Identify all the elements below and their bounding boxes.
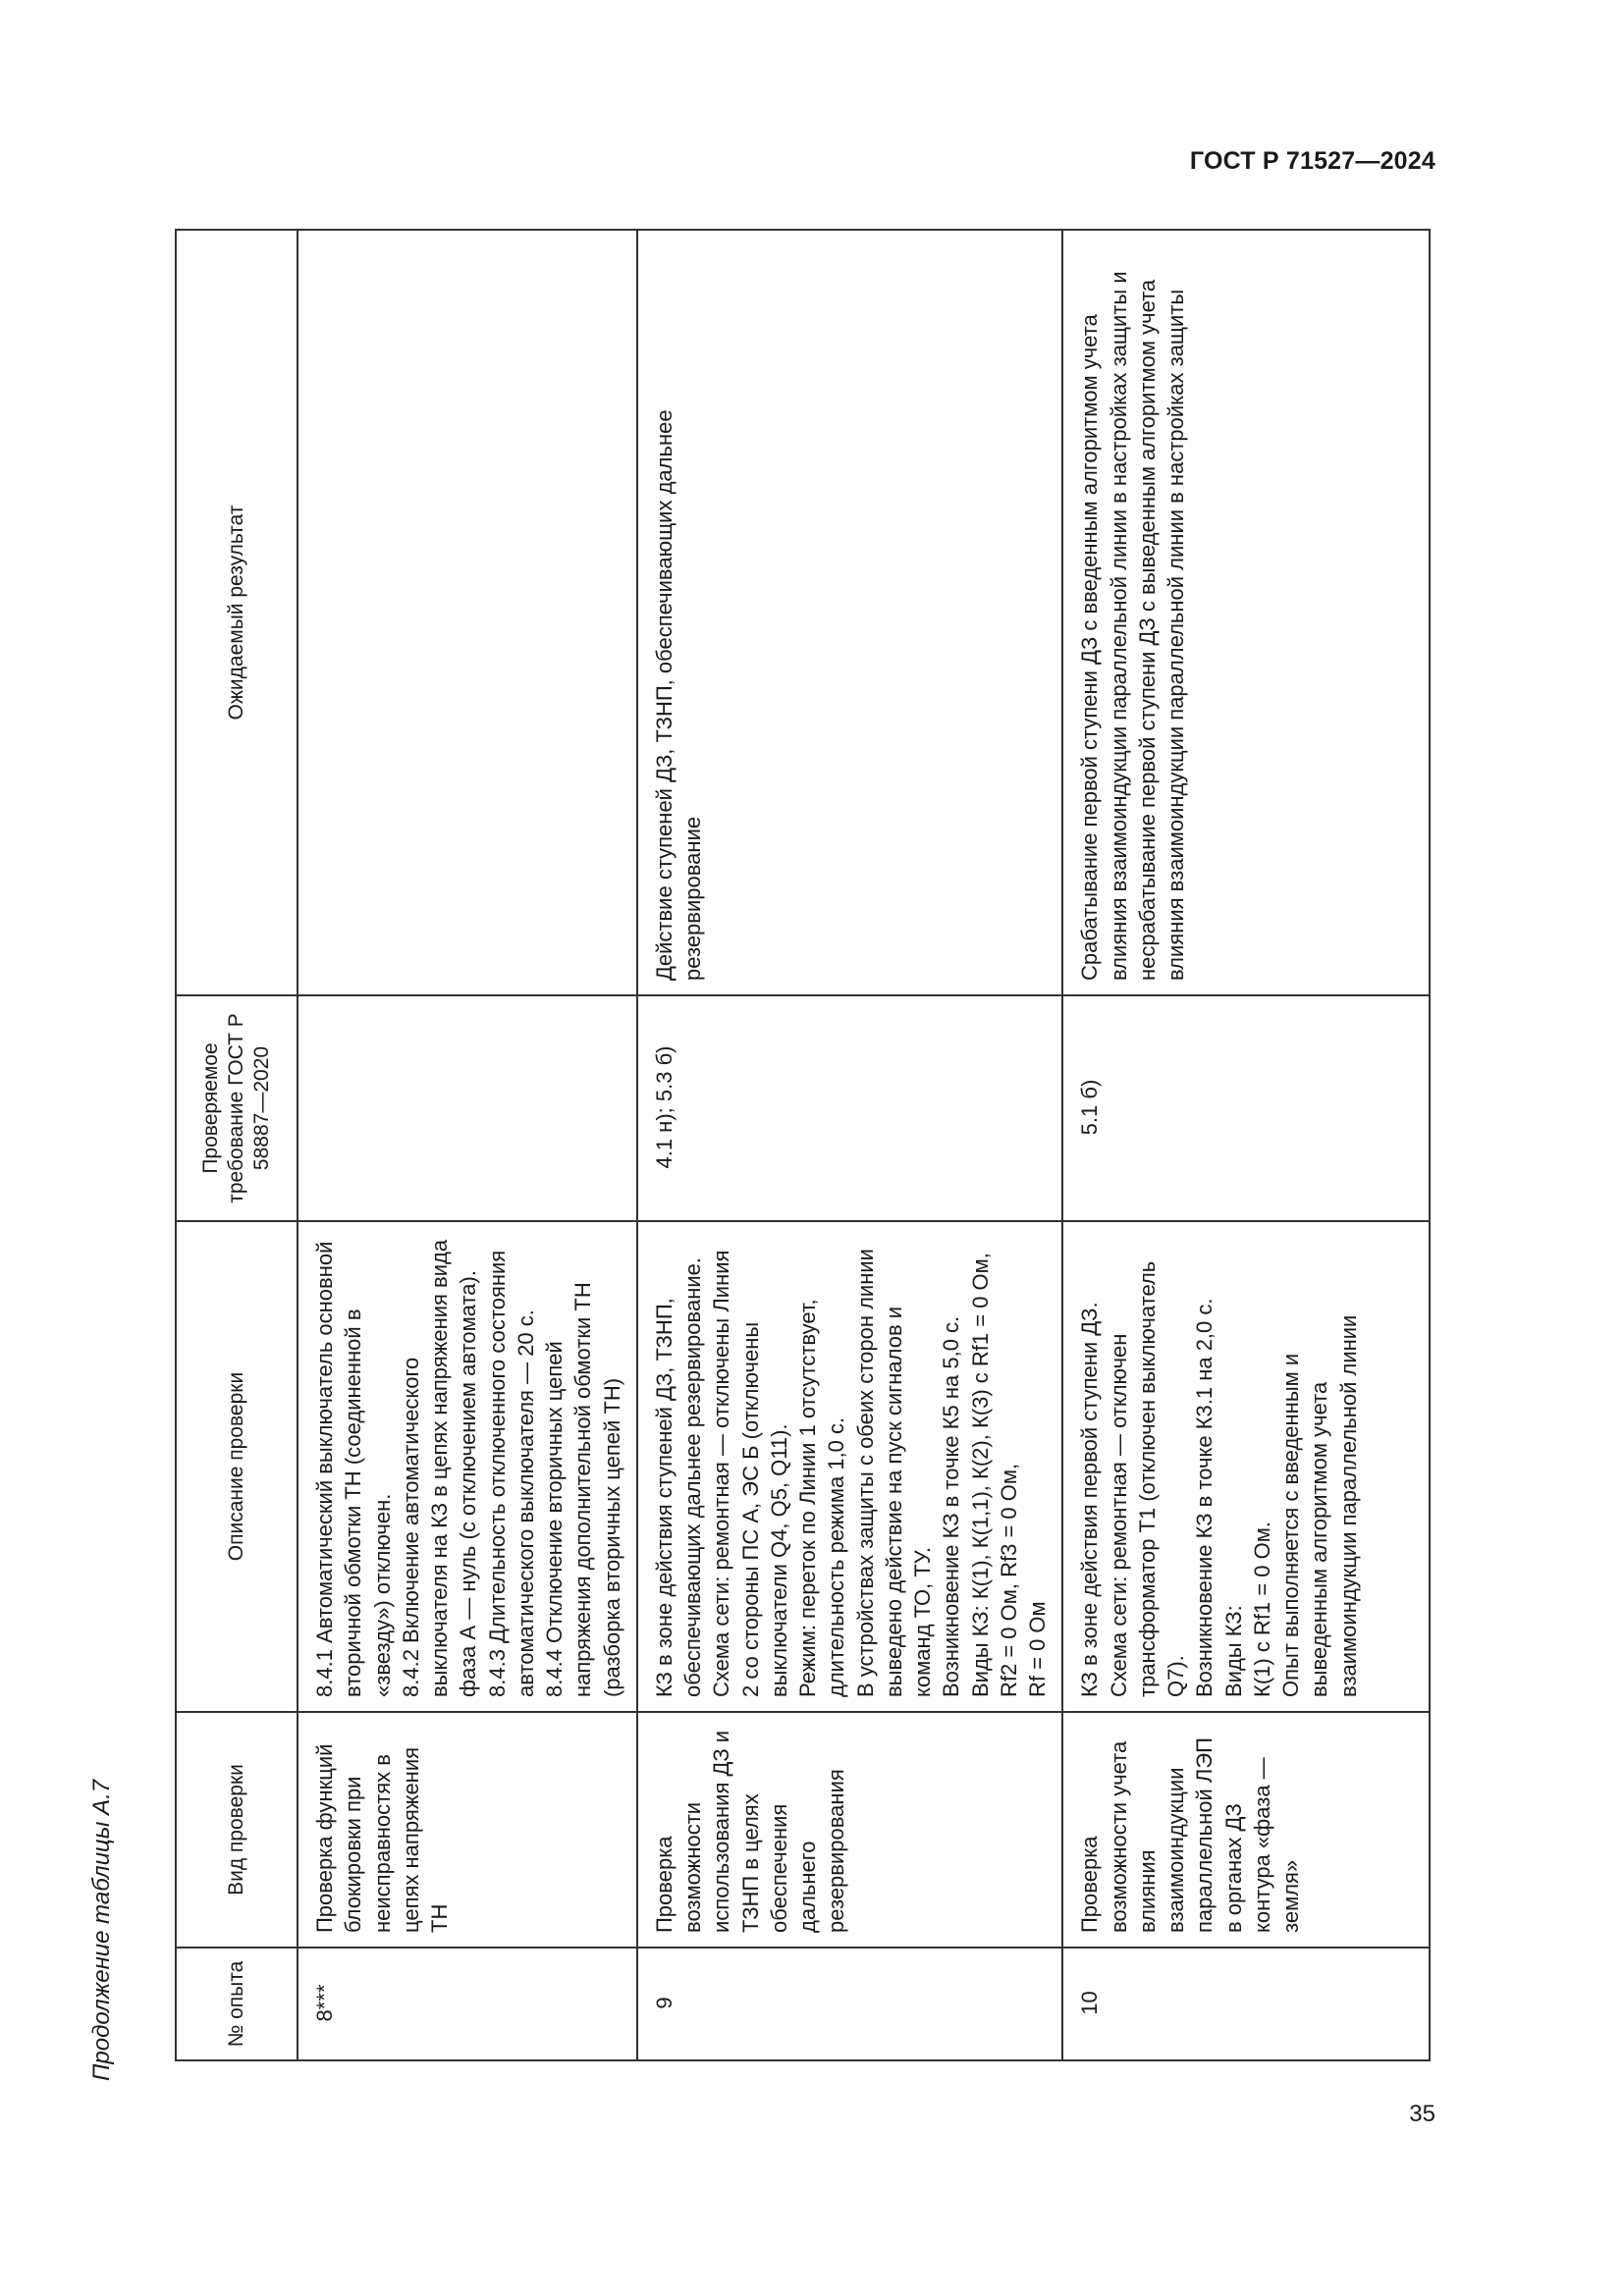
table-caption: Продолжение таблицы А.7 bbox=[88, 1779, 115, 2081]
col-header-description: Описание проверки bbox=[176, 1221, 298, 1712]
table-row bbox=[298, 230, 637, 2060]
row-10-desc-line: Схема сети: ремонтная — отключен трансформатор Т1 (отключен выключатель Q7). bbox=[1106, 1260, 1188, 1697]
row-10-desc-line: К(1) с Rf1 = 0 Ом. bbox=[1249, 1522, 1274, 1697]
row-10-kind: Проверка возможности учета влияния взаимоиндукции параллельной ЛЭП в органах ДЗ контура «фаза — земля» bbox=[1062, 1712, 1430, 1948]
row-9-faults-label: Виды КЗ: bbox=[967, 1605, 993, 1697]
col-header-kind: Вид проверки bbox=[176, 1712, 298, 1948]
row-9-description bbox=[637, 1221, 1063, 1712]
row-9-kind: Проверка возможности использования ДЗ и ТЗНП в целях обеспечения дальнего резервирования bbox=[637, 1712, 1063, 1948]
page-number: 35 bbox=[1409, 2101, 1435, 2127]
row-9-faults-list: К(1), К(1,1), К(2), К(3) с Rf1 = 0 Ом, Rf2 = 0 Ом, Rf3 = 0 Ом, bbox=[967, 1253, 1021, 1697]
row-10-desc-line: Опыт выполняется с введенным и выведенным алгоритмом учета взаимоиндукции параллельной линии bbox=[1278, 1314, 1361, 1697]
row-10-desc-line: Виды КЗ: bbox=[1220, 1605, 1246, 1697]
row-9-desc-line: Схема сети: ремонтная — отключены Линия 2 со стороны ПС А, ЭС Б (отключены выключатели Q4, Q5, Q11). bbox=[709, 1250, 791, 1697]
row-9-desc-line: В устройствах защиты с обеих сторон линии выведено действие на пуск сигналов и команд ТО, ТУ. bbox=[852, 1249, 935, 1697]
table-header-row bbox=[176, 230, 298, 2060]
rotated-table-page bbox=[88, 88, 1365, 2101]
row-8-requirement bbox=[298, 995, 637, 1221]
row-8-description bbox=[298, 1221, 637, 1712]
row-9-requirement: 4.1 н); 5.3 б) bbox=[637, 995, 1063, 1221]
row-8-result bbox=[298, 230, 637, 995]
row-9-num: 9 bbox=[637, 1948, 1063, 2060]
row-8-desc-line: 8.4.1 Автоматический выключатель основной вторичной обмотки ТН (соединенной в «звезду») отключен. bbox=[312, 1241, 395, 1697]
col-header-num: № опыта bbox=[176, 1948, 298, 2060]
row-8-desc-line: 8.4.3 Длительность отключенного состояния автоматического выключателя — 20 с. bbox=[484, 1250, 538, 1697]
table-row bbox=[637, 230, 1063, 2060]
test-table bbox=[175, 229, 1431, 2061]
row-9-desc-line: КЗ в зоне действия ступеней ДЗ, ТЗНП, обеспечивающих дальнее резервирование. bbox=[651, 1257, 705, 1697]
row-8-desc-line: 8.4.4 Отключение вторичных цепей напряжения дополнительной обмотки ТН (разборка вторичных цепей ТН) bbox=[542, 1282, 624, 1697]
row-10-num: 10 bbox=[1062, 1948, 1430, 2060]
row-10-requirement: 5.1 б) bbox=[1062, 995, 1430, 1221]
table-row bbox=[1062, 230, 1430, 2060]
row-9-desc-line: Режим: переток по Линии 1 отсутствует, длительность режима 1,0 с. bbox=[795, 1299, 849, 1697]
standard-header: ГОСТ Р 71527—2024 bbox=[1189, 147, 1435, 175]
row-10-result: Срабатывание первой ступени ДЗ с введенным алгоритмом учета влияния взаимоиндукции параллельной линии в настройках защиты и несрабатывание первой ступени ДЗ с выведенным алгоритмом учета влияния взаимоиндукции параллельной линии в настройках защиты bbox=[1062, 230, 1430, 995]
row-9-desc-line: Возникновение КЗ в точке К5 на 5,0 с. bbox=[939, 1315, 964, 1697]
row-9-faults-rf: Rf = 0 Ом bbox=[1025, 1601, 1050, 1697]
row-10-description bbox=[1062, 1221, 1430, 1712]
row-8-num: 8*** bbox=[298, 1948, 637, 2060]
row-10-desc-line: Возникновение КЗ в точке К3.1 на 2,0 с. bbox=[1192, 1298, 1218, 1697]
row-10-desc-line: КЗ в зоне действия первой ступени ДЗ. bbox=[1077, 1302, 1103, 1697]
row-9-faults bbox=[966, 1234, 1024, 1697]
row-8-desc-line: 8.4.2 Включение автоматического выключателя на КЗ в цепях напряжения вида фаза А — нуль (с отключением автомата). bbox=[398, 1239, 481, 1697]
col-header-result: Ожидаемый результат bbox=[176, 230, 298, 995]
row-9-result: Действие ступеней ДЗ, ТЗНП, обеспечивающих дальнее резервирование bbox=[637, 230, 1063, 995]
col-header-requirement: Проверяемое требование ГОСТ Р 58887—2020 bbox=[176, 995, 298, 1221]
row-8-kind: Проверка функций блокировки при неисправностях в цепях напряжения ТН bbox=[298, 1712, 637, 1948]
